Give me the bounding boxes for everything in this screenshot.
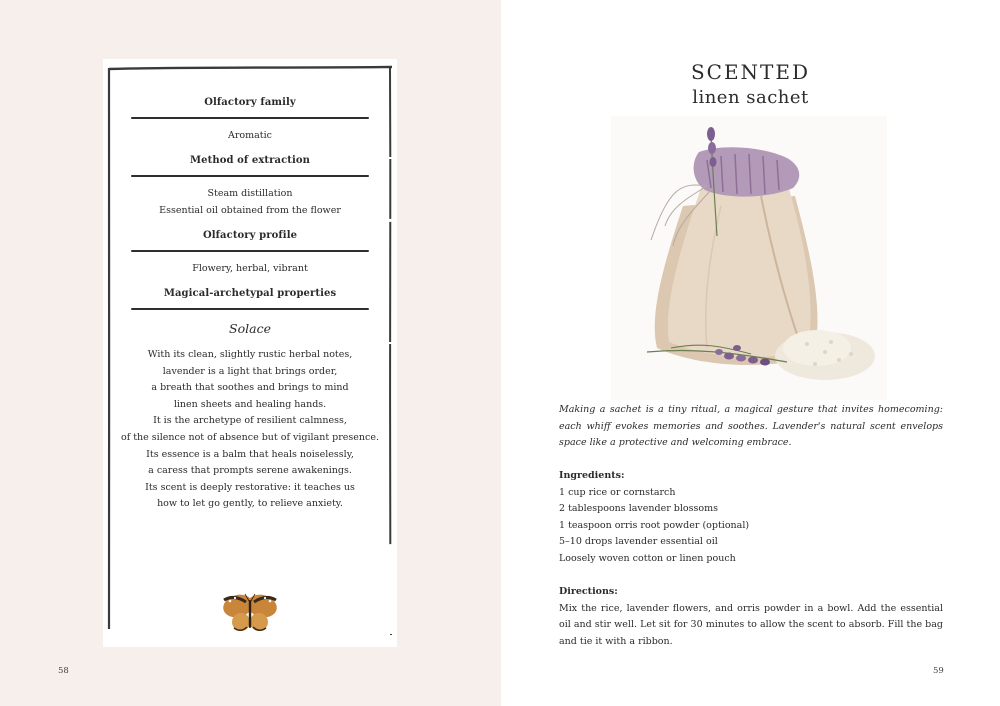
directions-block (559, 584, 943, 650)
poem-line: a breath that soothes and brings to mind (151, 382, 349, 394)
section-divider (131, 175, 369, 177)
poem-line: linen sheets and healing hands. (173, 398, 327, 410)
recipe-intro: Making a sachet is a tiny ritual, a magical gesture that invites homecoming: each whiff evokes memories and soothes. Lavender's natural scent envelops space like a protective and welcoming embrace. (559, 404, 943, 449)
section-value: Steam distillation (207, 188, 293, 199)
section-heading: Olfactory family (204, 97, 296, 108)
card-content (120, 96, 380, 513)
section-divider (131, 250, 369, 252)
ingredients-block (559, 468, 943, 568)
section-heading: Olfactory profile (202, 230, 298, 241)
poem-line: lavender is a light that brings order, (162, 365, 338, 377)
poem-line: a caress that prompts serene awakenings. (148, 465, 352, 477)
section-olfactory-family (131, 96, 369, 144)
ingredient-item: 5–10 drops lavender essential oil (559, 536, 718, 548)
poem (120, 347, 380, 513)
section-olfactory-profile (131, 229, 369, 277)
directions-text: Mix the rice, lavender flowers, and orris powder in a bowl. Add the essential oil and stir well. Let sit for 30 minutes to allow the scent to absorb. Fill the bag and tie it with a ribbon. (559, 602, 943, 647)
directions-heading: Directions: (559, 586, 618, 597)
recipe-title: SCENTED (690, 60, 811, 84)
section-extraction-method (131, 154, 369, 219)
section-divider (131, 308, 369, 310)
section-value: Flowery, herbal, vibrant (192, 263, 308, 274)
page-number-left: 58 (58, 666, 69, 676)
ingredient-item: Loosely woven cotton or linen pouch (559, 552, 736, 564)
linen-sachet-illustration (611, 116, 887, 400)
poem-line: of the silence not of absence but of vigilant presence. (120, 431, 380, 443)
butterfly-illustration (220, 592, 280, 634)
recipe-subtitle: linen sachet (692, 87, 809, 108)
section-magical-properties (131, 287, 369, 310)
ingredient-item: 1 teaspoon orris root powder (optional) (559, 519, 750, 531)
properties-card (103, 59, 397, 647)
ingredient-item: 2 tablespoons lavender blossoms (559, 503, 718, 515)
ingredients-heading: Ingredients: (559, 470, 625, 481)
poem-line: Its scent is deeply restorative: it teaches us (145, 481, 355, 493)
section-heading: Method of extraction (189, 155, 311, 166)
poem-line: It is the archetype of resilient calmness, (153, 415, 347, 427)
page-number-right: 59 (933, 666, 944, 676)
section-value: Aromatic (228, 130, 272, 141)
solace-title: Solace (229, 321, 271, 336)
section-divider (131, 117, 369, 119)
section-value: Essential oil obtained from the flower (159, 205, 341, 216)
ingredient-item: 1 cup rice or cornstarch (559, 486, 676, 498)
poem-line: Its essence is a balm that heals noiselessly, (146, 448, 354, 460)
section-heading: Magical-archetypal properties (163, 288, 337, 299)
poem-line: how to let go gently, to relieve anxiety. (157, 498, 343, 510)
poem-line: With its clean, slightly rustic herbal notes, (147, 349, 353, 360)
